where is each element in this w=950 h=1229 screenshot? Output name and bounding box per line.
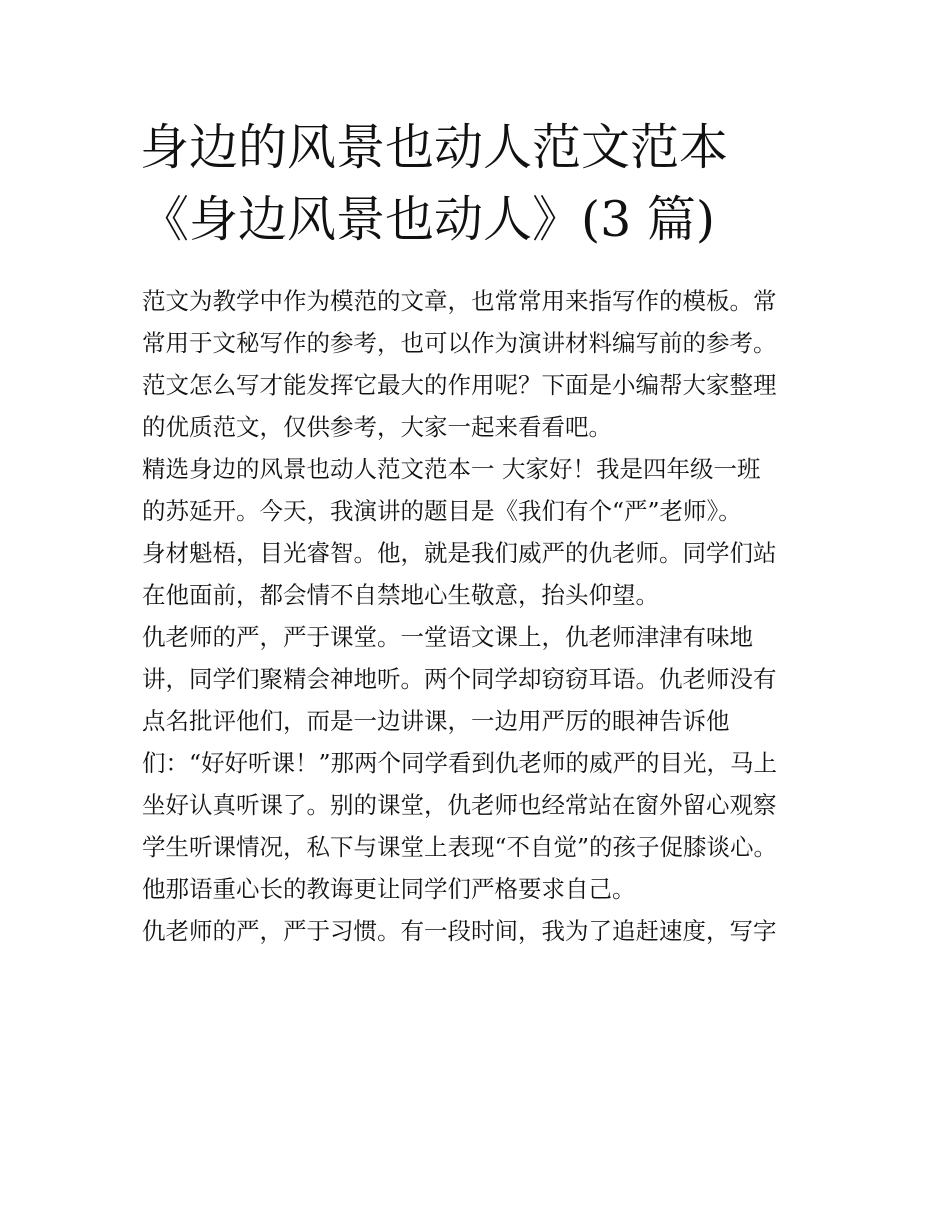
body-line: 坐好认真听课了。别的课堂，仇老师也经常站在窗外留心观察	[142, 791, 777, 819]
body-line: 的苏延开。今天，我演讲的题目是《我们有个“严”老师》。	[142, 497, 742, 525]
title-line-1: 身边的风景也动人范文范本	[140, 119, 729, 176]
document-body	[142, 280, 812, 952]
title-line-2: 《身边风景也动人》(3 篇)	[140, 191, 715, 248]
body-line: 们：“好好听课！”那两个同学看到仇老师的威严的目光，马上	[142, 749, 778, 777]
body-line: 仇老师的严，严于课堂。一堂语文课上，仇老师津津有味地	[142, 623, 753, 651]
body-line: 身材魁梧，目光睿智。他，就是我们威严的仇老师。同学们站	[142, 539, 777, 567]
body-line: 精选身边的风景也动人范文范本一 大家好！我是四年级一班	[142, 455, 761, 483]
document-title	[140, 112, 840, 256]
body-line: 他那语重心长的教诲更让同学们严格要求自己。	[142, 875, 636, 903]
body-line: 仇老师的严，严于习惯。有一段时间，我为了追赶速度，写字	[142, 917, 777, 945]
body-line: 讲，同学们聚精会神地听。两个同学却窃窃耳语。仇老师没有	[142, 665, 777, 693]
body-line: 点名批评他们，而是一边讲课，一边用严厉的眼神告诉他	[142, 707, 730, 735]
body-line: 在他面前，都会情不自禁地心生敬意，抬头仰望。	[142, 581, 659, 609]
body-line: 常用于文秘写作的参考，也可以作为演讲材料编写前的参考。	[142, 329, 777, 357]
body-line: 的优质范文，仅供参考，大家一起来看看吧。	[142, 413, 612, 441]
body-line: 学生听课情况，私下与课堂上表现“不自觉”的孩子促膝谈心。	[142, 833, 778, 861]
body-line: 范文怎么写才能发挥它最大的作用呢？下面是小编帮大家整理	[142, 371, 777, 399]
body-line: 范文为教学中作为模范的文章，也常常用来指写作的模板。常	[142, 287, 777, 315]
